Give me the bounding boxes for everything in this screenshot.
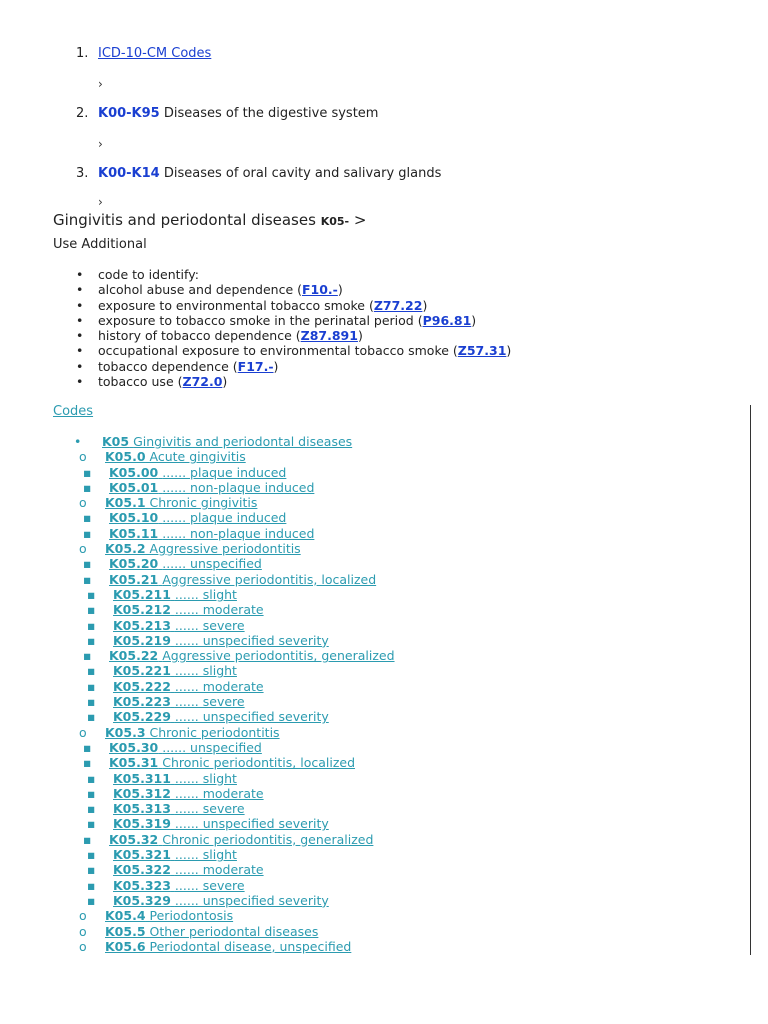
tree-code: K05.22 <box>109 648 159 664</box>
tree-marker-icon: ▪ <box>83 479 92 495</box>
tree-label: Chronic periodontitis, localized <box>162 755 356 771</box>
tree-marker-icon: ▪ <box>83 510 92 526</box>
note-code-link[interactable]: Z57.31 <box>457 343 507 359</box>
note-text: code to identify: <box>98 267 199 282</box>
code-tree-link[interactable] <box>87 893 329 908</box>
tree-code: K05.321 <box>113 847 171 863</box>
code-tree-link[interactable] <box>83 740 262 755</box>
tree-label: ...... severe <box>174 617 245 633</box>
note-text: alcohol abuse and dependence ( <box>98 282 302 298</box>
code-tree-link[interactable] <box>83 556 262 571</box>
code-tree-link[interactable] <box>83 572 376 587</box>
tree-label: ...... plaque induced <box>162 464 287 480</box>
page-title-text: Gingivitis and periodontal diseases <box>53 211 316 229</box>
note-text: exposure to tobacco smoke in the perinatal period ( <box>98 312 423 328</box>
tree-marker-icon: o <box>79 938 87 954</box>
tree-label: Chronic periodontitis <box>149 724 280 740</box>
tree-label: ...... moderate <box>174 862 264 878</box>
code-tree-link[interactable] <box>74 434 352 449</box>
tree-label: ...... severe <box>174 877 245 893</box>
breadcrumb-number: 3. <box>76 166 89 181</box>
tree-marker-icon: ▪ <box>87 678 96 694</box>
tree-label: ...... slight <box>174 770 237 786</box>
tree-marker-icon: ▪ <box>87 632 96 648</box>
code-tree-link[interactable] <box>87 771 237 786</box>
code-tree-link[interactable] <box>87 709 329 724</box>
bullet-icon: • <box>76 358 84 374</box>
tree-code: K05.221 <box>113 663 171 679</box>
note-text: tobacco use ( <box>98 374 183 390</box>
tree-code: K05.0 <box>105 449 146 465</box>
tree-code: K05.323 <box>113 877 171 893</box>
note-tail: ) <box>471 312 477 328</box>
tree-marker-icon: ▪ <box>83 648 92 664</box>
tree-label: ...... severe <box>174 694 245 710</box>
code-tree-link[interactable] <box>83 526 314 541</box>
code-tree-link[interactable] <box>79 541 301 556</box>
breadcrumb-text: Diseases of the digestive system <box>163 106 379 121</box>
code-tree-link[interactable] <box>87 847 237 862</box>
note-item <box>76 313 511 328</box>
use-additional-heading: Use Additional <box>53 237 147 252</box>
tree-label: ...... unspecified severity <box>174 632 329 648</box>
code-tree-link[interactable] <box>87 878 245 893</box>
tree-label: Other periodontal diseases <box>149 923 319 939</box>
note-tail: ) <box>222 374 228 390</box>
code-tree-link[interactable] <box>87 587 237 602</box>
tree-code: K05.322 <box>113 862 171 878</box>
code-tree-link[interactable] <box>83 480 314 495</box>
breadcrumb-item-1 <box>76 45 211 63</box>
tree-code: K05.329 <box>113 892 171 908</box>
code-tree-link[interactable] <box>87 663 237 678</box>
tree-code: K05.211 <box>113 586 171 602</box>
tree-code: K05.3 <box>105 724 146 740</box>
breadcrumb-number: 2. <box>76 106 89 121</box>
bullet-icon: • <box>76 328 84 344</box>
tree-marker-icon: ▪ <box>83 464 92 480</box>
bullet-icon: • <box>76 312 84 328</box>
code-tree-link[interactable] <box>87 816 329 831</box>
tree-marker-icon: ▪ <box>87 801 96 817</box>
note-tail: ) <box>357 328 363 344</box>
note-text: tobacco dependence ( <box>98 358 238 374</box>
tree-code: K05.219 <box>113 632 171 648</box>
tree-marker-icon: ▪ <box>83 831 92 847</box>
note-code-link[interactable]: Z77.22 <box>373 297 423 313</box>
tree-label: ...... non-plaque induced <box>162 479 315 495</box>
code-tree-link[interactable] <box>87 602 264 617</box>
tree-label: Chronic gingivitis <box>149 495 258 511</box>
bullet-icon: • <box>76 374 84 390</box>
breadcrumb-number: 1. <box>76 46 89 61</box>
tree-label: Aggressive periodontitis <box>149 541 301 557</box>
note-item <box>76 328 511 343</box>
tree-marker-icon: ▪ <box>87 816 96 832</box>
bullet-icon: • <box>76 282 84 298</box>
tree-label: ...... slight <box>174 663 237 679</box>
breadcrumb-separator: › <box>98 137 103 151</box>
breadcrumb-code-link[interactable]: K00-K95 <box>98 106 160 121</box>
tree-label: Aggressive periodontitis, generalized <box>162 648 395 664</box>
code-tree-link[interactable] <box>87 786 264 801</box>
tree-code: K05.6 <box>105 938 146 954</box>
code-tree-link[interactable] <box>87 694 245 709</box>
note-text: occupational exposure to environmental tobacco smoke ( <box>98 343 458 359</box>
page-title-arrow: > <box>353 211 367 229</box>
breadcrumb-text: Diseases of oral cavity and salivary glands <box>163 166 442 181</box>
use-additional-list <box>76 267 511 389</box>
tree-marker-icon: • <box>74 434 82 449</box>
tree-label: ...... unspecified severity <box>174 892 329 908</box>
tree-marker-icon: ▪ <box>83 755 92 771</box>
note-item <box>76 374 511 389</box>
bullet-icon: • <box>76 297 84 313</box>
tree-code: K05.313 <box>113 801 171 817</box>
tree-label: Gingivitis and periodontal diseases <box>133 434 353 449</box>
page-title <box>53 211 366 229</box>
tree-code: K05.312 <box>113 785 171 801</box>
bullet-icon: • <box>76 267 84 282</box>
tree-code: K05.229 <box>113 709 171 725</box>
bullet-icon: • <box>76 343 84 359</box>
tree-code: K05.01 <box>109 479 159 495</box>
tree-marker-icon: ▪ <box>83 739 92 755</box>
tree-code: K05.21 <box>109 571 159 587</box>
tree-code: K05.1 <box>105 495 146 511</box>
tree-label: Acute gingivitis <box>149 449 246 465</box>
code-tree-link[interactable] <box>79 495 257 510</box>
breadcrumb-code-link[interactable]: K00-K14 <box>98 166 160 181</box>
tree-code: K05.10 <box>109 510 159 526</box>
tree-code: K05.20 <box>109 556 159 572</box>
tree-label: ...... moderate <box>174 602 264 618</box>
tree-code: K05.00 <box>109 464 159 480</box>
breadcrumb-separator: › <box>98 195 103 209</box>
breadcrumb-separator: › <box>98 77 103 91</box>
tree-marker-icon: ▪ <box>87 785 96 801</box>
note-item <box>76 267 511 282</box>
tree-marker-icon: o <box>79 923 87 939</box>
note-tail: ) <box>506 343 512 359</box>
page-title-code: K05- <box>320 215 350 228</box>
tree-marker-icon: ▪ <box>87 709 96 725</box>
tree-marker-icon: ▪ <box>87 602 96 618</box>
tree-code: K05.32 <box>109 831 159 847</box>
tree-code: K05.5 <box>105 923 146 939</box>
breadcrumb-item-3 <box>76 165 441 183</box>
note-code-link[interactable]: P96.81 <box>422 312 472 328</box>
code-tree-link[interactable] <box>83 832 373 847</box>
note-text: exposure to environmental tobacco smoke ( <box>98 297 374 313</box>
tree-label: ...... non-plaque induced <box>162 525 315 541</box>
note-tail: ) <box>273 358 279 374</box>
note-item <box>76 343 511 358</box>
note-text: history of tobacco dependence ( <box>98 328 301 344</box>
tree-marker-icon: ▪ <box>87 617 96 633</box>
tree-code: K05.2 <box>105 541 146 557</box>
tree-marker-icon: o <box>79 724 87 740</box>
tree-code: K05.223 <box>113 694 171 710</box>
tree-label: ...... unspecified <box>162 556 262 572</box>
tree-code: K05.212 <box>113 602 171 618</box>
tree-code: K05.31 <box>109 755 159 771</box>
tree-marker-icon: o <box>79 449 87 465</box>
tree-marker-icon: ▪ <box>87 847 96 863</box>
codes-link[interactable]: Codes <box>53 404 94 419</box>
note-tail: ) <box>422 297 428 313</box>
tree-label: Periodontal disease, unspecified <box>149 938 352 954</box>
tree-marker-icon: ▪ <box>87 663 96 679</box>
tree-code: K05 <box>102 434 130 449</box>
tree-label: ...... unspecified severity <box>174 816 329 832</box>
tree-marker-icon: ▪ <box>87 892 96 908</box>
code-tree-link[interactable] <box>83 755 355 770</box>
tree-label: ...... severe <box>174 801 245 817</box>
code-tree-link[interactable] <box>87 862 264 877</box>
note-code-link[interactable]: F17.- <box>237 358 274 374</box>
code-tree-link[interactable] <box>79 924 318 939</box>
note-code-link[interactable]: Z87.891 <box>300 328 358 344</box>
tree-code: K05.311 <box>113 770 171 786</box>
note-item <box>76 298 511 313</box>
breadcrumb-item-2 <box>76 105 378 123</box>
tree-marker-icon: ▪ <box>87 694 96 710</box>
tree-marker-icon: ▪ <box>87 586 96 602</box>
tree-marker-icon: o <box>79 908 87 924</box>
code-tree-link[interactable] <box>79 908 233 923</box>
tree-label: ...... slight <box>174 586 237 602</box>
tree-label: Chronic periodontitis, generalized <box>162 831 374 847</box>
code-tree-link[interactable] <box>87 801 245 816</box>
tree-label: ...... moderate <box>174 678 264 694</box>
tree-marker-icon: ▪ <box>83 556 92 572</box>
tree-code: K05.222 <box>113 678 171 694</box>
code-tree-link[interactable] <box>83 465 286 480</box>
note-code-link[interactable]: Z72.0 <box>182 374 223 390</box>
tree-marker-icon: ▪ <box>83 525 92 541</box>
tree-marker-icon: o <box>79 541 87 557</box>
tree-code: K05.11 <box>109 525 159 541</box>
tree-marker-icon: o <box>79 495 87 511</box>
tree-code: K05.319 <box>113 816 171 832</box>
code-tree-link[interactable] <box>83 510 286 525</box>
tree-code: K05.4 <box>105 908 146 924</box>
note-code-link[interactable]: F10.- <box>302 282 338 298</box>
tree-code: K05.30 <box>109 739 159 755</box>
tree-code: K05.213 <box>113 617 171 633</box>
tree-label: Aggressive periodontitis, localized <box>162 571 377 587</box>
code-tree-link[interactable] <box>79 449 246 464</box>
note-item <box>76 282 511 297</box>
content-divider <box>750 405 751 955</box>
code-tree-link[interactable] <box>83 648 395 663</box>
code-tree-link[interactable] <box>87 633 329 648</box>
note-item <box>76 359 511 374</box>
tree-label: ...... moderate <box>174 785 264 801</box>
tree-label: ...... plaque induced <box>162 510 287 526</box>
tree-label: Periodontosis <box>149 908 234 924</box>
note-tail: ) <box>337 282 343 298</box>
code-tree-link[interactable] <box>87 679 264 694</box>
code-tree-link[interactable] <box>79 939 351 954</box>
tree-marker-icon: ▪ <box>87 877 96 893</box>
tree-label: ...... slight <box>174 847 237 863</box>
tree-marker-icon: ▪ <box>87 862 96 878</box>
code-tree-link[interactable] <box>87 618 245 633</box>
tree-marker-icon: ▪ <box>87 770 96 786</box>
code-tree-link[interactable] <box>79 725 280 740</box>
tree-label: ...... unspecified severity <box>174 709 329 725</box>
icd10cm-codes-link[interactable]: ICD-10-CM Codes <box>98 46 212 61</box>
tree-label: ...... unspecified <box>162 739 262 755</box>
tree-marker-icon: ▪ <box>83 571 92 587</box>
